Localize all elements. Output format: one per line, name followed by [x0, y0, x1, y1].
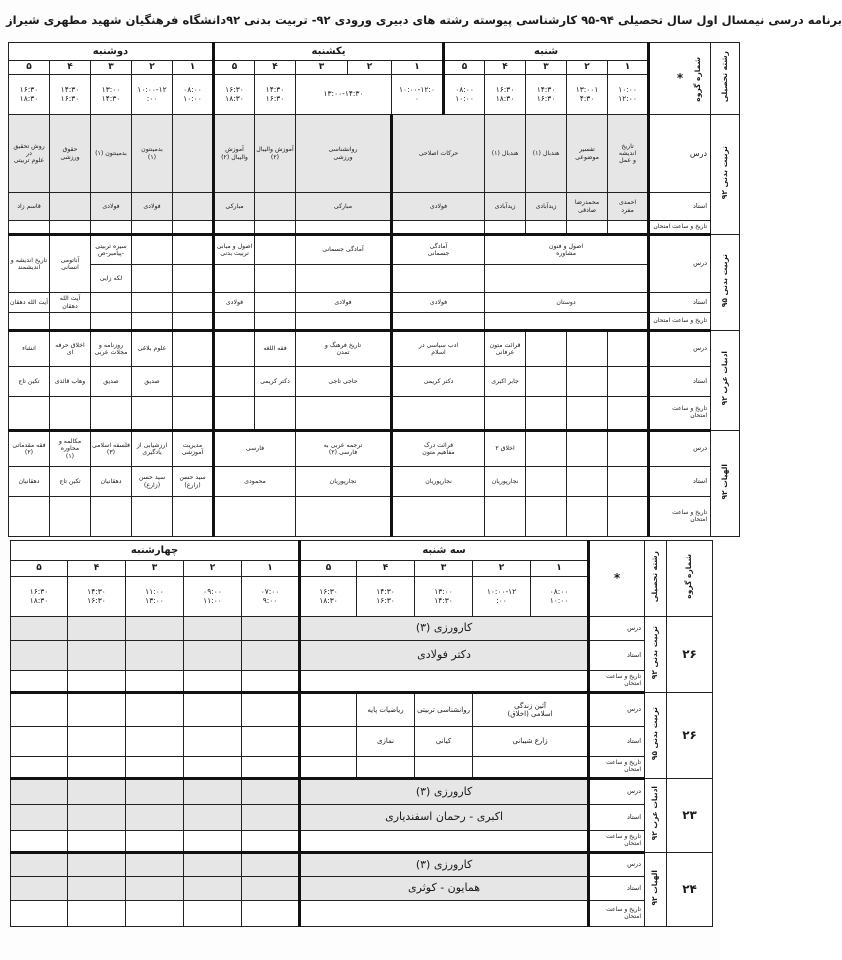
course-cell — [608, 331, 649, 367]
course-cell: تاریخ اندیشه و عمل — [608, 115, 649, 193]
teacher-cell: نجارپوریان — [296, 467, 392, 497]
slot-number: ۱ — [531, 561, 589, 577]
teacher-cell — [173, 293, 214, 313]
teacher-cell — [173, 367, 214, 397]
slot-number: ۱ — [242, 561, 300, 577]
field-label: الهیات ۹۲ — [645, 853, 667, 927]
course-cell: آموزش والیبال (۲) — [214, 115, 255, 193]
row-label-teacher: استاد — [649, 467, 711, 497]
field-label: ادبیات عرب ۹۲ — [645, 779, 667, 853]
slot-number: ۲ — [132, 61, 173, 75]
course-cell: آئین زندگی (اخلاق) اسلامی — [473, 693, 589, 727]
row-label-teacher: استاد — [589, 641, 645, 671]
course-cell: اخلاق حرفه ای — [50, 331, 91, 367]
teacher-cell: دوستان — [485, 293, 649, 313]
time-slot: ۱۴:۳۰ ۱۶:۳۰ — [68, 577, 126, 617]
row-label-course: درس — [649, 331, 711, 367]
teacher-cell — [526, 367, 567, 397]
teacher-cell: زارع شیبانی — [473, 727, 589, 757]
row-label-teacher: استاد — [649, 367, 711, 397]
course-cell: حقوق ورزشی — [50, 115, 91, 193]
course-cell: فقه اللغه — [255, 331, 296, 367]
row-label-teacher: استاد — [589, 727, 645, 757]
star-cell: * — [649, 43, 711, 115]
course-cell: اخلاق ۲ — [485, 431, 526, 467]
day-header-doshanbe: دوشنبه — [9, 43, 214, 61]
course-cell: تفسیر موضوعی — [567, 115, 608, 193]
course-cell: روزنامه و مجلات عربی — [91, 331, 132, 367]
day-header-yekshanbe: یکشنبه — [214, 43, 444, 61]
row-label-course: درس — [649, 431, 711, 467]
time-slot: ۱۳:۰۰-۱۴:۳۰ — [296, 75, 392, 115]
day-header-seshanbe: سه شنبه — [300, 541, 589, 561]
course-cell — [608, 431, 649, 467]
teacher-cell: سید حسن (زارع) — [173, 467, 214, 497]
teacher-cell: فولادی — [91, 193, 132, 221]
slot-number: ۴ — [485, 61, 526, 75]
slot-number: ۵ — [444, 61, 485, 75]
time-slot: ۰۸:۰۰ ۱۰:۰۰ — [173, 75, 214, 115]
teacher-cell — [91, 293, 132, 313]
course-cell: ارزشیابی از یادگیری — [132, 431, 173, 467]
teacher-cell: محمدرضا صادقی — [567, 193, 608, 221]
teacher-cell: نمازی — [357, 727, 415, 757]
row-label-course: درس — [649, 235, 711, 293]
time-slot: ۱۰:۰۰-۱۲ :۰۰ — [132, 75, 173, 115]
slot-number: ۴ — [255, 61, 296, 75]
slot-number: ۴ — [68, 561, 126, 577]
time-slot: ۱۳:۰۰ ۱۴:۳۰ — [415, 577, 473, 617]
time-slot: ۱۱:۰۰ ۱۳:۰۰ — [126, 577, 184, 617]
course-cell — [526, 431, 567, 467]
time-slot: ۱۳:۰۰ ۱۴:۳۰ — [91, 75, 132, 115]
teacher-cell: آیت الله دهقان — [9, 293, 50, 313]
teacher-cell — [255, 293, 296, 313]
course-cell: بدمینتون (۱) — [91, 115, 132, 193]
course-cell: قرائت متون عرفانی — [485, 331, 526, 367]
course-cell: آموزش والیبال (۲) — [255, 115, 296, 193]
course-cell: حرکات اصلاحی — [392, 115, 485, 193]
course-cell: روانشناسی تربیتی — [415, 693, 473, 727]
course-cell — [132, 265, 173, 293]
row-label-course: درس — [589, 779, 645, 805]
teacher-cell: سید حسن (زارع) — [132, 467, 173, 497]
teacher-cell: دکتر فولادی — [300, 641, 589, 671]
course-cell: روش تحقیق در علوم تربیتی — [9, 115, 50, 193]
teacher-cell: تکین تاج — [50, 467, 91, 497]
teacher-cell: فولادی — [132, 193, 173, 221]
course-cell: قرائت درک مفاهیم متون — [392, 431, 485, 467]
course-cell — [132, 235, 173, 265]
course-cell — [485, 265, 649, 293]
time-slot: ۱۶:۳۰ ۱۸:۳۰ — [11, 577, 68, 617]
time-slot: ۱۶:۳۰ ۱۸:۳۰ — [485, 75, 526, 115]
slot-number: ۲ — [348, 61, 392, 75]
teacher-cell: مبارکی — [296, 193, 392, 221]
field-label: الهیات ۹۲ — [711, 431, 740, 537]
teacher-cell — [173, 193, 214, 221]
top-group-numbers — [684, 43, 711, 115]
row-label-exam: تاریخ و ساعت امتحان — [589, 757, 645, 779]
document-title: برنامه درسی نیمسال اول سال تحصیلی ۹۴-۹۵ کارشناسی پیوسته رشته های دبیری ورودی ۹۲- تربیت بدنی ۹۲دانشگاه فرهنگیان شهید مطهری شیراز — [6, 13, 842, 27]
time-slot: ۰۹:۰۰ ۱۱:۰۰ — [184, 577, 242, 617]
course-cell: تاریخ فرهنگ و تمدن — [296, 331, 392, 367]
field-label: ادبیات عرب ۹۲ — [711, 331, 740, 431]
teacher-cell: فولادی — [392, 193, 485, 221]
teacher-cell: آیت الله دهقان — [50, 293, 91, 313]
field-header: رشته تحصیلی — [711, 43, 740, 115]
time-slot: ۱۰:۰۰ ۱۲:۰۰ — [608, 75, 649, 115]
field-header: رشته تحصیلی — [645, 541, 667, 617]
field-label: تربیت بدنی ۹۲ — [645, 617, 667, 693]
course-cell — [567, 331, 608, 367]
teacher-cell — [214, 367, 255, 397]
time-slot: ۱۶:۳۰ ۱۸:۳۰ — [300, 577, 357, 617]
course-cell — [526, 331, 567, 367]
teacher-cell: دکتر کریمی — [392, 367, 485, 397]
time-slot: ۱۴:۳۰ ۱۶:۳۰ — [50, 75, 91, 115]
teacher-cell: زیدآبادی — [485, 193, 526, 221]
row-label-exam: تاریخ و ساعت امتحان — [589, 901, 645, 927]
course-cell: مدیریت آموزشی — [173, 431, 214, 467]
field-label: تربیت بدنی ۹۲ — [711, 115, 740, 235]
group-number-header: شماره گروه — [693, 56, 702, 102]
course-cell: هندبال (۱) — [485, 115, 526, 193]
course-cell: سیره تربیتی پیامبر-ص- — [91, 235, 132, 265]
teacher-cell: زیدآبادی — [526, 193, 567, 221]
row-label-exam: تاریخ و ساعت امتحان — [649, 397, 711, 431]
time-slot: ۱۳:۰۰۱ ۴:۳۰ — [567, 75, 608, 115]
time-slot: ۱۶:۳۰ ۱۸:۳۰ — [214, 75, 255, 115]
slot-number: ۴ — [357, 561, 415, 577]
row-label-exam: تاریخ و ساعت امتحان — [649, 497, 711, 537]
teacher-cell: نجارپوریان — [485, 467, 526, 497]
teacher-cell — [255, 193, 296, 221]
teacher-cell: اکبری - رحمان اسفندیاری — [300, 805, 589, 831]
time-slot: ۱۴:۳۰ ۱۶:۳۰ — [255, 75, 296, 115]
row-label-exam: تاریخ و ساعت امتحان — [589, 671, 645, 693]
group-number-header: شماره گروه — [667, 541, 713, 617]
course-cell: بدمینتون (۱) — [132, 115, 173, 193]
row-label-teacher: استاد — [649, 193, 711, 221]
schedule-table-top — [8, 42, 740, 537]
teacher-cell: فولادی — [214, 293, 255, 313]
course-cell — [296, 265, 392, 293]
course-cell: اصول و فنون مشاوره — [485, 235, 649, 265]
slot-number: ۳ — [91, 61, 132, 75]
time-slot: ۱۶:۳۰ ۱۸:۳۰ — [9, 75, 50, 115]
group-number: ۲۶ — [667, 693, 713, 779]
course-cell: کارورزی (۳) — [300, 779, 589, 805]
slot-number: ۱ — [608, 61, 649, 75]
teacher-cell: دهقانیان — [91, 467, 132, 497]
course-cell: فقه مقدماتی (۲) — [9, 431, 50, 467]
teacher-cell: مبارکی — [214, 193, 255, 221]
teacher-cell — [567, 367, 608, 397]
row-label-course: درس — [649, 115, 711, 193]
row-label-course: درس — [589, 617, 645, 641]
teacher-cell: تکین تاج — [9, 367, 50, 397]
time-slot: ۱۴:۳۰ ۱۶:۳۰ — [526, 75, 567, 115]
row-label-course: درس — [589, 693, 645, 727]
course-cell — [255, 235, 296, 265]
course-cell — [214, 331, 255, 367]
teacher-cell — [608, 367, 649, 397]
teacher-cell: صدیق — [91, 367, 132, 397]
course-cell: لکه زایی — [91, 265, 132, 293]
time-slot: ۰۸:۰۰ ۱۰:۰۰ — [531, 577, 589, 617]
teacher-cell: قاسم زاد — [9, 193, 50, 221]
course-cell: کارورزی (۳) — [300, 617, 589, 641]
course-cell — [173, 331, 214, 367]
course-cell: آمادگی جسمانی — [296, 235, 392, 265]
row-label-teacher: استاد — [649, 293, 711, 313]
course-cell: مکالمه و محاوره (۱) — [50, 431, 91, 467]
slot-number: ۲ — [567, 61, 608, 75]
teacher-cell — [526, 467, 567, 497]
star-cell: * — [589, 541, 645, 617]
row-label-exam: تاریخ و ساعت امتحان — [649, 221, 711, 235]
teacher-cell: جابر اکبری — [485, 367, 526, 397]
course-cell: فارسی — [214, 431, 296, 467]
teacher-cell: فولادی — [296, 293, 392, 313]
day-header-shanbe: شنبه — [444, 43, 649, 61]
course-cell: فلسفه اسلامی (۳) — [91, 431, 132, 467]
slot-number: ۵ — [11, 561, 68, 577]
teacher-cell: حاجی تاجی — [296, 367, 392, 397]
course-cell: انشاء — [9, 331, 50, 367]
schedule-table-bottom — [10, 540, 713, 927]
course-cell — [567, 431, 608, 467]
slot-number: ۵ — [214, 61, 255, 75]
course-cell: علوم بلاغی — [132, 331, 173, 367]
group-number: ۲۴ — [667, 853, 713, 927]
slot-number: ۲ — [473, 561, 531, 577]
course-cell — [173, 115, 214, 193]
teacher-cell — [50, 193, 91, 221]
time-slot: ۱۴:۳۰ ۱۶:۳۰ — [357, 577, 415, 617]
time-slot: ۱۰:۰۰-۱۲:۰ ۰ — [392, 75, 444, 115]
course-cell: کارورزی (۳) — [300, 853, 589, 877]
row-label-teacher: استاد — [589, 877, 645, 901]
teacher-cell — [608, 467, 649, 497]
teacher-cell: کیانی — [415, 727, 473, 757]
field-label: تربیت بدنی ۹۵ — [711, 235, 740, 331]
course-cell: روانشناسی ورزشی — [296, 115, 392, 193]
slot-number: ۵ — [9, 61, 50, 75]
teacher-cell — [132, 293, 173, 313]
field-label: تربیت بدنی ۹۵ — [645, 693, 667, 779]
slot-number: ۱ — [392, 61, 444, 75]
time-slot: ۰۸:۰۰ ۱۰:۰۰ — [444, 75, 485, 115]
course-cell: آناتومی انسانی — [50, 235, 91, 293]
group-number: ۲۳ — [667, 779, 713, 853]
row-label-teacher: استاد — [589, 805, 645, 831]
course-cell — [173, 235, 214, 265]
row-label-exam: تاریخ و ساعت امتحان — [649, 313, 711, 331]
teacher-cell: دهقانیان — [9, 467, 50, 497]
course-cell — [392, 265, 485, 293]
group-number: ۲۶ — [667, 617, 713, 693]
teacher-cell: وهاب قائدی — [50, 367, 91, 397]
course-cell: آمادگی جسمانی — [392, 235, 485, 265]
slot-number: ۳ — [526, 61, 567, 75]
time-slot: ۰۷:۰۰ ۹:۰۰ — [242, 577, 300, 617]
teacher-cell: احمدی مفرد — [608, 193, 649, 221]
course-cell: ریاضیات پایه — [357, 693, 415, 727]
slot-number: ۱ — [173, 61, 214, 75]
teacher-cell: فولادی — [392, 293, 485, 313]
slot-number: ۳ — [126, 561, 184, 577]
course-cell — [173, 265, 214, 293]
course-cell: اصول و مبانی تربیت بدنی — [214, 235, 255, 265]
row-label-exam: تاریخ و ساعت امتحان — [589, 831, 645, 853]
slot-number: ۳ — [415, 561, 473, 577]
teacher-cell: نجارپوریان — [392, 467, 485, 497]
course-cell: تاریخ اندیشه و اندیشمند — [9, 235, 50, 293]
teacher-cell: صدیق — [132, 367, 173, 397]
slot-number: ۲ — [184, 561, 242, 577]
course-cell: ترجمه عربی به فارسی (۲) — [296, 431, 392, 467]
course-cell: ادب سیاسی در اسلام — [392, 331, 485, 367]
teacher-cell: همایون - کوثری — [300, 877, 589, 901]
teacher-cell: دکتر کریمی — [255, 367, 296, 397]
course-cell: هندبال (۱) — [526, 115, 567, 193]
teacher-cell: محمودی — [214, 467, 296, 497]
slot-number: ۵ — [300, 561, 357, 577]
slot-number: ۳ — [296, 61, 348, 75]
course-cell — [255, 265, 296, 293]
row-label-course: درس — [589, 853, 645, 877]
day-header-chaharshanbe: چهارشنبه — [11, 541, 300, 561]
teacher-cell — [567, 467, 608, 497]
course-cell — [214, 265, 255, 293]
slot-number: ۴ — [50, 61, 91, 75]
time-slot: ۱۰:۰۰-۱۲ :۰۰ — [473, 577, 531, 617]
